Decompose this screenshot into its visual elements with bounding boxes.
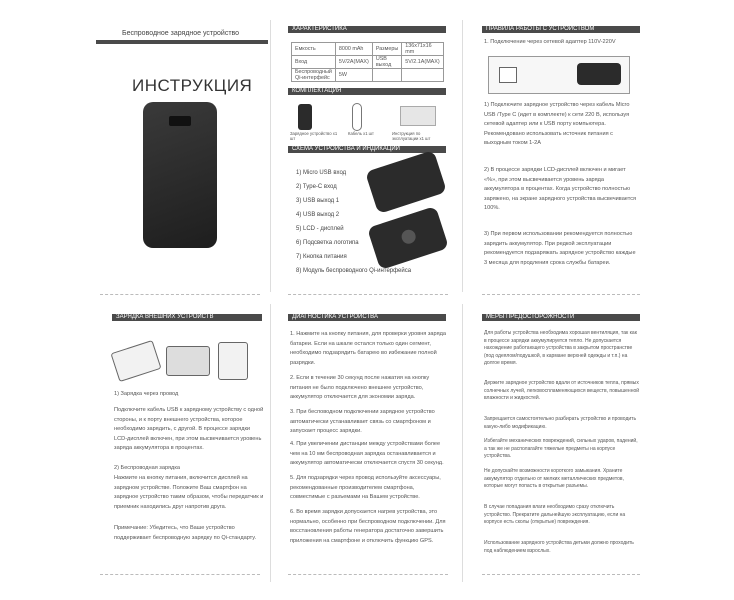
scheme-item-1: 1) Micro USB вход xyxy=(296,170,347,176)
safety-item-6: В случае попадания влаги необходимо сразу отключить устройство. Прекратите дальнейшую эксплуатацию, если на корпусе есть сколы (открытые) повреждения. xyxy=(484,504,626,526)
rules-diagram-device xyxy=(577,63,621,85)
cover-title: ИНСТРУКЦИЯ xyxy=(132,76,253,95)
scheme-title: СХЕМА УСТРОЙСТВА И ИНДИКАЦИИ xyxy=(292,146,400,152)
safety-item-3: Запрещается самостоятельно разбирать устройство и проводить какую-либо модификацию. xyxy=(484,416,637,430)
kit-cable-icon xyxy=(352,103,362,131)
charging-sketch-1 xyxy=(110,340,161,382)
rules-title: ПРАВИЛА РАБОТЫ С УСТРОЙСТВОМ xyxy=(486,26,595,32)
charging-title: ЗАРЯДКА ВНЕШНИХ УСТРОЙСТВ xyxy=(116,314,214,320)
diagnostics-item-2: 2. Если в течение 30 секунд после нажатия на кнопку питания не было подключено внешнее устройство, аккумулятор отключается для экономии заряда. xyxy=(290,375,430,400)
scheme-item-7: 7) Кнопка питания xyxy=(296,254,347,260)
diagnostics-item-4: 4. При увеличении дистанции между устройствами более чем на 10 мм беспроводная зарядка останавливается и аккумулятор автоматически отключается спустя 30 секунд. xyxy=(290,441,444,466)
spec-cell: USB выход xyxy=(372,56,401,69)
rules-paragraph-3: 3) При первом использовании рекомендуется полностью зарядить аккумулятор. При редкой эксплуатации рекомендуется подзаряжать зарядное устройство каждые 3 месяца для продления срока службы батареи. xyxy=(484,231,636,266)
scheme-item-8: 8) Модуль беспроводного Qi-интерфейса xyxy=(296,268,412,274)
kit-title-bar xyxy=(288,88,446,95)
spec-cell: Размеры xyxy=(372,43,401,56)
specs-title: ХАРАКТЕРИСТИКА xyxy=(292,26,347,32)
safety-item-1: Для работы устройства необходима хорошая вентиляция, так как в процессе зарядки аккумулируется тепло. Не допускается нахождение работающего устройства в закрытом пространстве (под одеялом/подушкой, в кармане верхней одежды и т.п.) на долгое время. xyxy=(484,330,637,367)
rules-subtitle: 1. Подключение через сетевой адаптер 110V-220V xyxy=(484,39,616,45)
charging-sketch-2 xyxy=(166,346,210,376)
kit-item-3: Инструкция по эксплуатации x1 шт xyxy=(392,131,431,141)
scheme-device-top xyxy=(365,150,447,214)
safety-title-bar xyxy=(482,314,640,321)
power-bank-image xyxy=(143,102,217,248)
diagnostics-item-6: 6. Во время зарядки допускается нагрев устройства, это нормально, особенно при беспроводном подключении. Для восстановления работы генератора достаточно завершить приложения на смартфоне и отключить функцию GPS. xyxy=(290,509,446,544)
safety-title: МЕРЫ ПРЕДОСТОРОЖНОСТИ xyxy=(486,314,575,320)
spec-cell: 5W xyxy=(335,69,372,82)
scheme-device-bottom xyxy=(367,206,449,270)
safety-item-2: Держите зарядное устройство вдали от источников тепла, прямых солнечных лучей, легковоспламеняющихся веществ, повышенной влажности и жидкостей. xyxy=(484,380,640,402)
spec-cell: 8000 mAh xyxy=(335,43,372,56)
specs-table xyxy=(291,42,444,82)
spec-cell: 136x71x16 mm xyxy=(402,43,443,56)
charging-heading-2: 2) Беспроводная зарядка xyxy=(114,465,180,471)
spec-cell xyxy=(372,69,401,82)
charging-title-bar xyxy=(112,314,262,321)
rules-diagram-adapter xyxy=(499,67,517,83)
diagnostics-item-3: 3. При бесповодном подключении зарядное устройство автоматически устанавливает связь со смартфоном и запускает процесс зарядки. xyxy=(290,409,435,434)
diagnostics-item-5: 5. Для подзарядки через провод используйте аксессуары, рекомендованные производителем смартфона, совместимые с разъемами на Вашем устройстве. xyxy=(290,475,441,500)
spec-cell: Беспроводный Qi-интерфейс xyxy=(292,69,336,82)
spec-cell: Вход xyxy=(292,56,336,69)
spec-cell: Емкость xyxy=(292,43,336,56)
specs-title-bar xyxy=(288,26,446,33)
spec-cell xyxy=(402,69,443,82)
charging-paragraph-2: Нажмите на кнопку питания, включится дисплей на зарядном устройстве. Положите Ваш смартфон на зарядное устройство таким образом, чтобы передатчик и приемник находились друг напротив друга. xyxy=(114,475,264,510)
kit-title: КОМПЛЕКТАЦИЯ xyxy=(292,88,342,94)
charging-heading-1: 1) Зарядка через провод xyxy=(114,391,179,397)
rules-paragraph-1: 1) Подключите зарядное устройство через кабель Micro USB /Type C (идет в комплекте) к сети 220 В, используя сетевой адаптер или к USB порту компьютера. Рекомендовано использовать источник питания с выходным током 1-2А xyxy=(484,102,630,146)
rules-title-bar xyxy=(482,26,640,33)
rules-diagram xyxy=(488,56,630,94)
scheme-item-5: 5) LCD - дисплей xyxy=(296,226,344,232)
charging-paragraph-1: Подключите кабель USB к зарядному устройству с одной стороны, и к порту внешнего устройства, которое необходимо зарядить, с другой. В процессе зарядки LCD-дисплей включен, при этом высвечивается уровень заряда аккумулятора в процентах. xyxy=(114,407,264,451)
scheme-item-4: 4) USB выход 2 xyxy=(296,212,340,218)
diagnostics-title: ДИАГНОСТИКА УСТРОЙСТВА xyxy=(292,314,378,320)
spec-cell: 5V/2A(MAX) xyxy=(335,56,372,69)
kit-manual-icon xyxy=(400,106,436,126)
rules-paragraph-2: 2) В процессе зарядки LCD-дисплей включен и мигает «%», при этом высвечивается уровень заряда аккумулятора в процентах. Когда устройство полностью заряжено, на экране зарядного устройства высвечивается 100%. xyxy=(484,167,637,211)
kit-item-2: Кабель x1 шт xyxy=(348,131,374,136)
charging-note: Примечание: Убедитесь, что Ваше устройство поддерживает беспроводную зарядку по Qi-стандарту. xyxy=(114,525,257,541)
scheme-item-6: 6) Подсветка логотипа xyxy=(296,240,359,246)
spec-cell: 5V/2.1A(MAX) xyxy=(402,56,443,69)
safety-item-4: Избегайте механических повреждений, сильных ударов, падений, а так же не располагайте тяжелые предметы на корпусе устройства. xyxy=(484,438,638,460)
kit-powerbank-icon xyxy=(298,104,312,130)
scheme-title-bar xyxy=(288,146,446,153)
cover-header-bar xyxy=(96,40,268,44)
charging-sketch-3 xyxy=(218,342,248,380)
kit-item-1: Зарядное устройство x1 шт xyxy=(290,131,338,141)
diagnostics-title-bar xyxy=(288,314,446,321)
qi-logo-icon xyxy=(400,228,418,246)
safety-item-5: Не допускайте возможности короткого замыкания. Храните аккумулятор отдельно от мелких металлических предметов, которые могут попасть в открытые разъемы. xyxy=(484,468,624,490)
safety-item-7: Использование зарядного устройства детьми должно проходить под наблюдением взрослых. xyxy=(484,540,634,554)
cover-header-text: Беспроводное зарядное устройство xyxy=(122,30,240,37)
power-bank-screen xyxy=(169,116,191,126)
scheme-item-3: 3) USB выход 1 xyxy=(296,198,340,204)
diagnostics-item-1: 1. Нажмите на кнопку питания, для проверки уровня заряда батареи. Если на шкале остался только один сегмент, необходимо подзарядить батарею во избежание полной разрядки. xyxy=(290,331,446,366)
scheme-item-2: 2) Type-C вход xyxy=(296,184,337,190)
